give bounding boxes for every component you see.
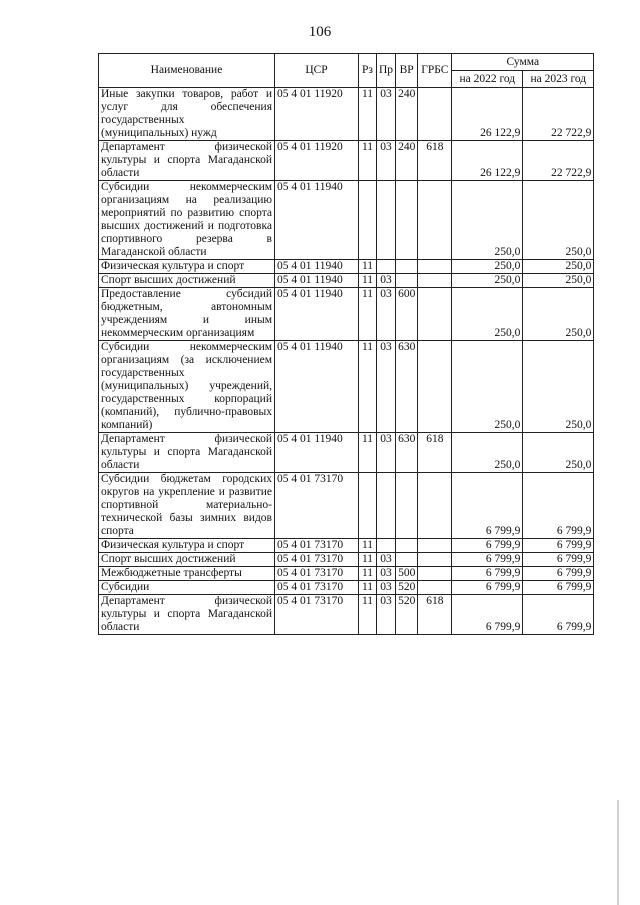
cell-sum-2022: 6 799,9 [452, 567, 523, 581]
cell-pr: 03 [377, 141, 396, 181]
cell-grbs [418, 553, 452, 567]
cell-pr: 03 [377, 581, 396, 595]
cell-rz [359, 473, 377, 539]
cell-sum-2023: 250,0 [523, 288, 594, 341]
cell-name: Предоставление субсидий бюджетным, автономным учреждениям и иным некоммерческим организациям [99, 288, 275, 341]
cell-rz [359, 181, 377, 260]
cell-sum-2023: 250,0 [523, 274, 594, 288]
table-row [99, 141, 594, 181]
cell-pr: 03 [377, 341, 396, 433]
cell-csr: 05 4 01 11940 [275, 274, 359, 288]
cell-rz: 11 [359, 288, 377, 341]
cell-rz: 11 [359, 595, 377, 635]
cell-name: Субсидии некоммерческим организациям на реализацию мероприятий по развитию спорта высших достижений и подготовка спортивного резерва в Магаданской области [99, 181, 275, 260]
table-row [99, 473, 594, 539]
cell-grbs [418, 539, 452, 553]
cell-rz: 11 [359, 260, 377, 274]
cell-rz: 11 [359, 274, 377, 288]
cell-vr [396, 274, 418, 288]
cell-name: Субсидии [99, 581, 275, 595]
cell-sum-2022: 250,0 [452, 260, 523, 274]
header-rz: Рз [359, 54, 377, 88]
cell-vr: 240 [396, 88, 418, 141]
cell-name: Межбюджетные трансферты [99, 567, 275, 581]
cell-sum-2023: 250,0 [523, 181, 594, 260]
cell-pr: 03 [377, 274, 396, 288]
cell-pr: 03 [377, 433, 396, 473]
cell-sum-2022: 250,0 [452, 181, 523, 260]
cell-csr: 05 4 01 11920 [275, 141, 359, 181]
header-year-2023: на 2023 год [523, 71, 594, 88]
cell-vr: 630 [396, 433, 418, 473]
cell-vr [396, 260, 418, 274]
cell-name: Физическая культура и спорт [99, 539, 275, 553]
cell-csr: 05 4 01 11940 [275, 433, 359, 473]
cell-csr: 05 4 01 11940 [275, 260, 359, 274]
cell-csr: 05 4 01 73170 [275, 553, 359, 567]
cell-vr: 500 [396, 567, 418, 581]
cell-sum-2023: 250,0 [523, 260, 594, 274]
table-row [99, 567, 594, 581]
cell-sum-2022: 6 799,9 [452, 539, 523, 553]
cell-vr [396, 539, 418, 553]
cell-rz: 11 [359, 567, 377, 581]
cell-sum-2022: 26 122,9 [452, 88, 523, 141]
header-year-2022: на 2022 год [452, 71, 523, 88]
cell-csr: 05 4 01 73170 [275, 539, 359, 553]
table-row [99, 433, 594, 473]
cell-name: Спорт высших достижений [99, 553, 275, 567]
cell-vr: 520 [396, 595, 418, 635]
budget-table [98, 53, 594, 635]
cell-vr [396, 473, 418, 539]
cell-csr: 05 4 01 11940 [275, 288, 359, 341]
cell-name: Департамент физической культуры и спорта Магаданской области [99, 595, 275, 635]
cell-grbs [418, 341, 452, 433]
table-row [99, 539, 594, 553]
cell-name: Иные закупки товаров, работ и услуг для обеспечения государственных (муниципальных) нужд [99, 88, 275, 141]
cell-grbs [418, 88, 452, 141]
header-name: Наименование [99, 54, 275, 88]
table-body [99, 88, 594, 635]
cell-name: Субсидии бюджетам городских округов на укрепление и развитие спортивной материально-технической базы зимних видов спорта [99, 473, 275, 539]
cell-grbs [418, 473, 452, 539]
table-row [99, 288, 594, 341]
cell-vr: 240 [396, 141, 418, 181]
page-number: 106 [308, 24, 332, 40]
cell-sum-2022: 26 122,9 [452, 141, 523, 181]
cell-name: Департамент физической культуры и спорта Магаданской области [99, 433, 275, 473]
table-row [99, 181, 594, 260]
cell-sum-2023: 6 799,9 [523, 553, 594, 567]
table-row [99, 274, 594, 288]
cell-sum-2023: 6 799,9 [523, 567, 594, 581]
cell-sum-2023: 22 722,9 [523, 88, 594, 141]
cell-grbs [418, 288, 452, 341]
cell-csr: 05 4 01 73170 [275, 581, 359, 595]
cell-sum-2023: 250,0 [523, 341, 594, 433]
budget-table-container [98, 53, 594, 635]
cell-pr: 03 [377, 595, 396, 635]
cell-sum-2022: 250,0 [452, 274, 523, 288]
cell-name: Спорт высших достижений [99, 274, 275, 288]
cell-rz: 11 [359, 433, 377, 473]
cell-vr [396, 181, 418, 260]
cell-rz: 11 [359, 539, 377, 553]
table-row [99, 553, 594, 567]
cell-sum-2022: 250,0 [452, 433, 523, 473]
cell-sum-2023: 6 799,9 [523, 539, 594, 553]
table-row [99, 341, 594, 433]
cell-grbs [418, 567, 452, 581]
cell-sum-2023: 6 799,9 [523, 473, 594, 539]
cell-csr: 05 4 01 73170 [275, 595, 359, 635]
header-vr: ВР [396, 54, 418, 88]
cell-grbs: 618 [418, 595, 452, 635]
cell-vr: 520 [396, 581, 418, 595]
cell-rz: 11 [359, 88, 377, 141]
cell-csr: 05 4 01 11920 [275, 88, 359, 141]
cell-csr: 05 4 01 73170 [275, 473, 359, 539]
cell-sum-2023: 22 722,9 [523, 141, 594, 181]
cell-pr [377, 260, 396, 274]
cell-csr: 05 4 01 11940 [275, 181, 359, 260]
cell-csr: 05 4 01 11940 [275, 341, 359, 433]
cell-pr: 03 [377, 288, 396, 341]
table-row [99, 581, 594, 595]
cell-vr: 600 [396, 288, 418, 341]
cell-sum-2022: 250,0 [452, 288, 523, 341]
cell-rz: 11 [359, 341, 377, 433]
cell-sum-2022: 6 799,9 [452, 581, 523, 595]
table-row [99, 88, 594, 141]
cell-grbs [418, 274, 452, 288]
cell-vr: 630 [396, 341, 418, 433]
cell-grbs [418, 181, 452, 260]
cell-grbs [418, 260, 452, 274]
header-grbs: ГРБС [418, 54, 452, 88]
cell-pr [377, 539, 396, 553]
cell-rz: 11 [359, 141, 377, 181]
cell-pr: 03 [377, 553, 396, 567]
header-csr: ЦСР [275, 54, 359, 88]
cell-sum-2022: 6 799,9 [452, 473, 523, 539]
cell-name: Физическая культура и спорт [99, 260, 275, 274]
cell-sum-2023: 6 799,9 [523, 581, 594, 595]
table-row [99, 595, 594, 635]
table-header [99, 54, 594, 88]
cell-sum-2022: 250,0 [452, 341, 523, 433]
cell-grbs: 618 [418, 433, 452, 473]
cell-vr [396, 553, 418, 567]
cell-name: Департамент физической культуры и спорта Магаданской области [99, 141, 275, 181]
cell-csr: 05 4 01 73170 [275, 567, 359, 581]
cell-pr: 03 [377, 88, 396, 141]
table-row [99, 260, 594, 274]
cell-grbs [418, 581, 452, 595]
cell-sum-2022: 6 799,9 [452, 553, 523, 567]
cell-sum-2023: 6 799,9 [523, 595, 594, 635]
cell-grbs: 618 [418, 141, 452, 181]
cell-rz: 11 [359, 553, 377, 567]
cell-pr [377, 473, 396, 539]
cell-sum-2022: 6 799,9 [452, 595, 523, 635]
cell-rz: 11 [359, 581, 377, 595]
cell-pr: 03 [377, 567, 396, 581]
cell-name: Субсидии некоммерческим организациям (за исключением государственных (муниципальных) учреждений, государственных корпораций (компаний), публично-правовых компаний) [99, 341, 275, 433]
cell-sum-2023: 250,0 [523, 433, 594, 473]
scan-edge-mark [617, 800, 619, 905]
header-sum: Сумма [452, 54, 594, 71]
header-pr: Пр [377, 54, 396, 88]
cell-pr [377, 181, 396, 260]
